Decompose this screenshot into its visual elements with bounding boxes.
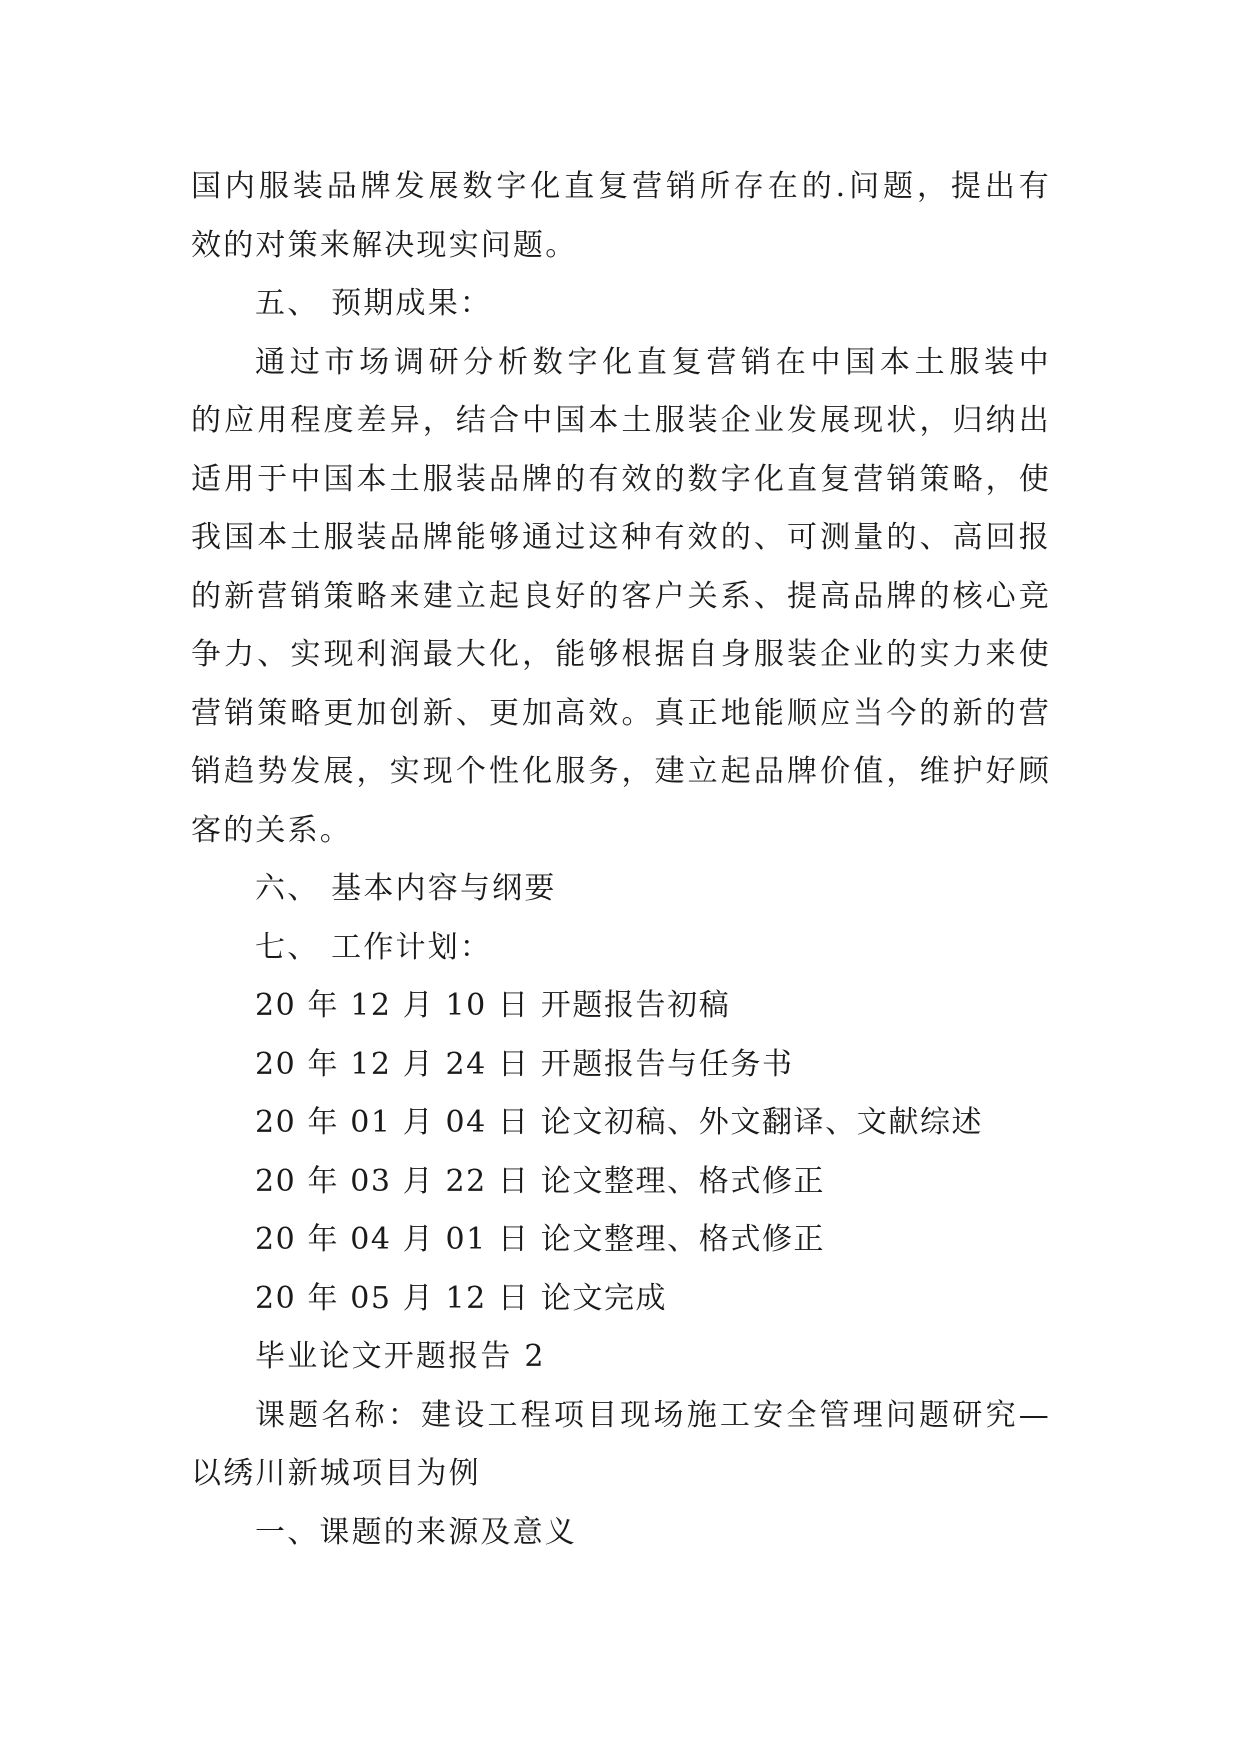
paragraph-line: 营销策略更加创新、更加高效。真正地能顺应当今的新的营 bbox=[191, 695, 1051, 731]
paragraph-line: 争力、实现利润最大化，能够根据自身服装企业的实力来使 bbox=[191, 637, 1051, 672]
document-body bbox=[191, 158, 1051, 1562]
schedule-item: 20 年 01 月 04 日 论文初稿、外文翻译、文献综述 bbox=[255, 1105, 984, 1140]
schedule-item: 20 年 12 月 10 日 开题报告初稿 bbox=[255, 988, 731, 1023]
paragraph-line: 的新营销策略来建立起良好的客户关系、提高品牌的核心竞 bbox=[191, 578, 1051, 614]
section-heading-5: 五、 预期成果： bbox=[255, 286, 493, 321]
paragraph-line: 的应用程度差异，结合中国本土服装企业发展现状，归纳出 bbox=[191, 403, 1051, 438]
paragraph-line: 通过市场调研分析数字化直复营销在中国本土服装中 bbox=[255, 344, 1051, 380]
paragraph-line: 国内服装品牌发展数字化直复营销所存在的.问题，提出有 bbox=[191, 169, 1051, 204]
topic-line: 课题名称：建设工程项目现场施工安全管理问题研究— bbox=[255, 1397, 1051, 1433]
paragraph-line: 我国本土服装品牌能够通过这种有效的、可测量的、高回报 bbox=[191, 520, 1051, 555]
paragraph-line: 客的关系。 bbox=[191, 812, 352, 848]
section-heading-7: 七、 工作计划： bbox=[255, 929, 493, 965]
paragraph-line: 适用于中国本土服装品牌的有效的数字化直复营销策略，使 bbox=[191, 461, 1051, 497]
section-heading-1: 一、课题的来源及意义 bbox=[255, 1514, 577, 1550]
topic-line: 以绣川新城项目为例 bbox=[191, 1456, 481, 1491]
schedule-item: 20 年 12 月 24 日 开题报告与任务书 bbox=[255, 1046, 794, 1082]
schedule-item: 20 年 03 月 22 日 论文整理、格式修正 bbox=[255, 1163, 826, 1199]
report-title: 毕业论文开题报告 2 bbox=[255, 1339, 546, 1374]
paragraph-line: 销趋势发展，实现个性化服务，建立起品牌价值，维护好顾 bbox=[191, 754, 1051, 789]
section-heading-6: 六、 基本内容与纲要 bbox=[255, 871, 557, 906]
schedule-item: 20 年 05 月 12 日 论文完成 bbox=[255, 1280, 668, 1316]
paragraph-line: 效的对策来解决现实问题。 bbox=[191, 227, 578, 263]
schedule-item: 20 年 04 月 01 日 论文整理、格式修正 bbox=[255, 1222, 826, 1257]
